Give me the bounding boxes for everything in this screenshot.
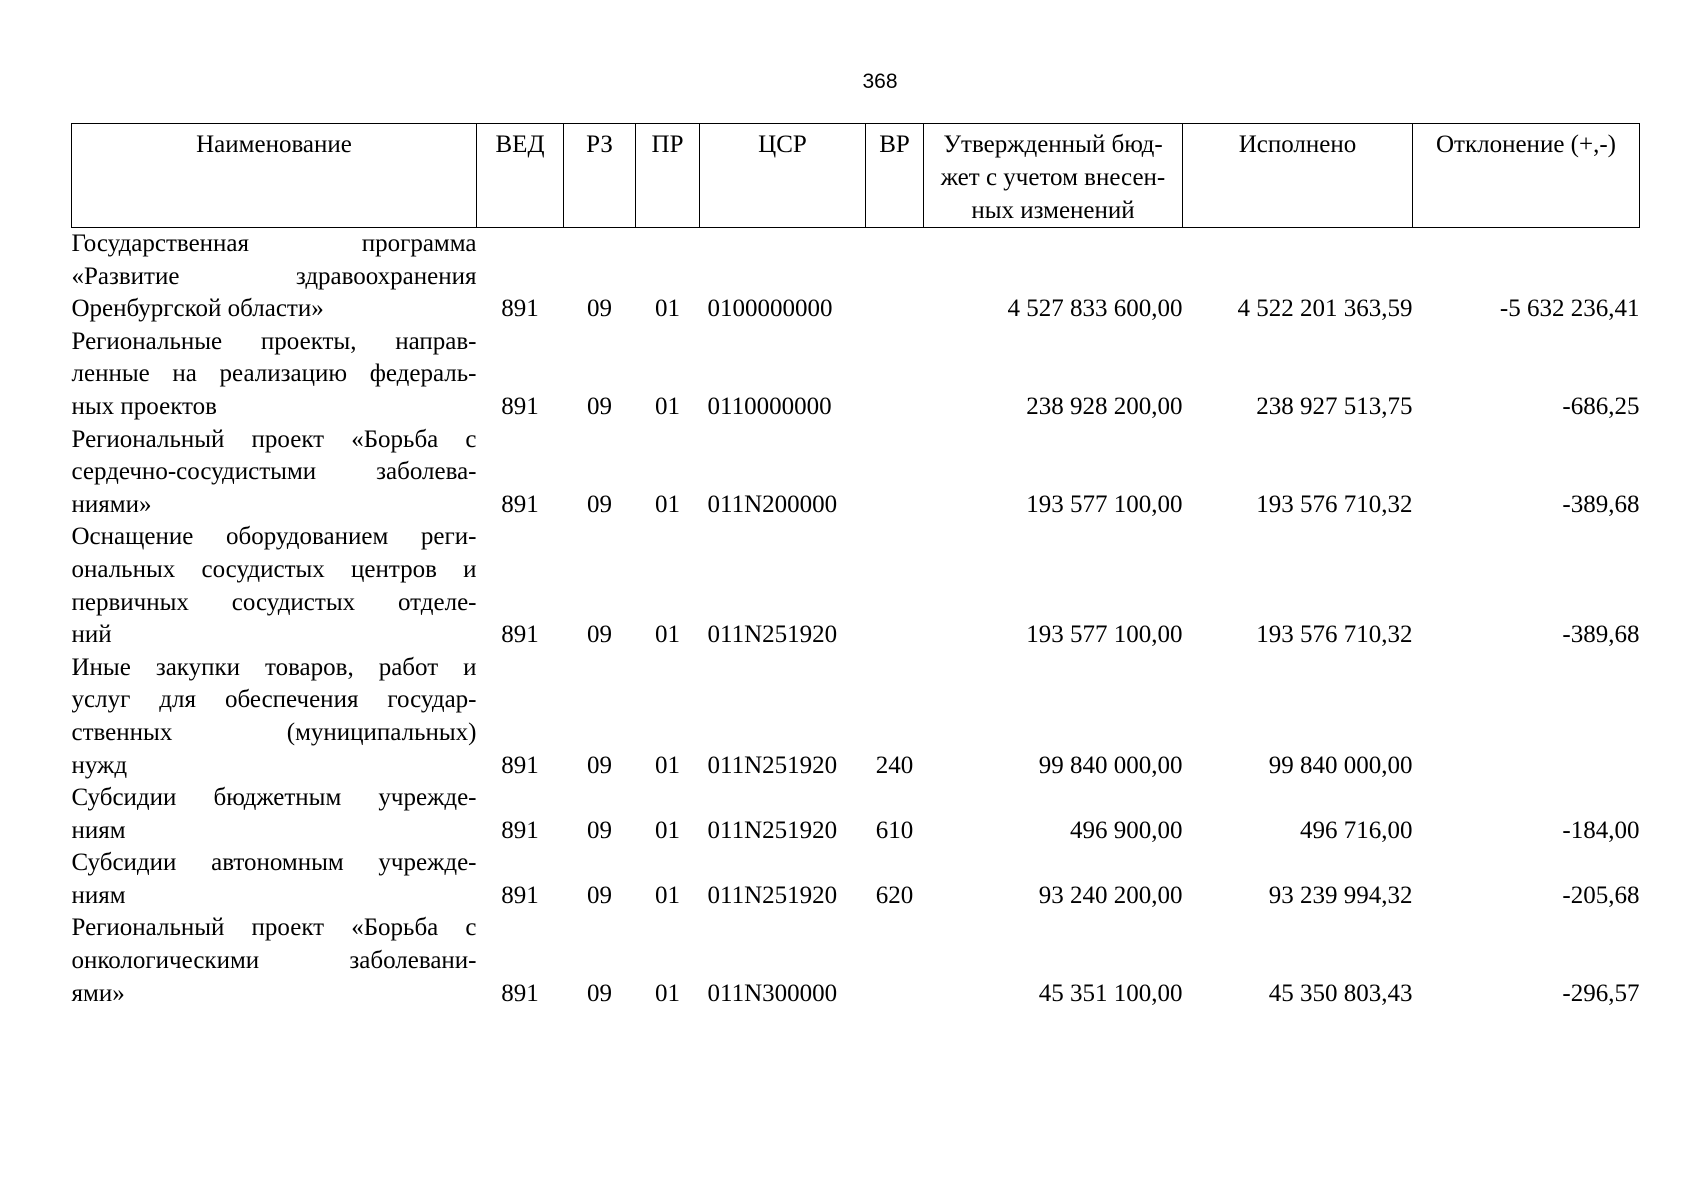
name-line: Региональные проекты, направ- bbox=[71, 327, 477, 355]
cell-ved: 891 bbox=[501, 490, 539, 518]
cell-budget: 193 577 100,00 bbox=[1026, 490, 1183, 518]
name-line: ями» bbox=[71, 979, 125, 1007]
cell-vr: 610 bbox=[875, 816, 914, 844]
cell-pr: 01 bbox=[655, 979, 680, 1007]
table-row bbox=[72, 521, 1640, 651]
name-line: Оренбургской области» bbox=[71, 295, 324, 323]
header-budget: Утвержденный бюд-жет с учетом внесен-ных изменений bbox=[924, 124, 1183, 228]
cell-deviation: -5 632 236,41 bbox=[1499, 295, 1640, 323]
cell-vr bbox=[866, 326, 924, 424]
table-body bbox=[72, 228, 1640, 1011]
name-line: Иные закупки товаров, работ и bbox=[71, 653, 477, 681]
cell-rz: 09 bbox=[587, 881, 612, 909]
cell-budget: 99 840 000,00 bbox=[1038, 751, 1183, 779]
cell-ved: 891 bbox=[501, 881, 539, 909]
name-line: Субсидии бюджетным учрежде- bbox=[71, 784, 477, 812]
cell-executed: 193 576 710,32 bbox=[1256, 490, 1413, 518]
cell-budget: 496 900,00 bbox=[1070, 816, 1183, 844]
cell-pr: 01 bbox=[655, 490, 680, 518]
name-line: Государственная программа bbox=[71, 230, 477, 257]
name-line: ональных сосудистых центров и bbox=[71, 555, 477, 583]
cell-rz: 09 bbox=[587, 295, 612, 323]
header-vr: ВР bbox=[866, 124, 924, 228]
name-line: «Развитие здравоохранения bbox=[71, 262, 477, 290]
header-pr: ПР bbox=[636, 124, 700, 228]
cell-vr bbox=[866, 424, 924, 522]
cell-deviation: -686,25 bbox=[1562, 392, 1640, 420]
cell-rz: 09 bbox=[587, 816, 612, 844]
cell-vr: 620 bbox=[875, 881, 914, 909]
cell-name bbox=[72, 326, 477, 424]
cell-rz: 09 bbox=[587, 490, 612, 518]
header-executed: Исполнено bbox=[1183, 124, 1413, 228]
cell-deviation: -389,68 bbox=[1562, 490, 1640, 518]
name-line: Региональный проект «Борьба с bbox=[71, 425, 477, 453]
table-row bbox=[72, 652, 1640, 782]
cell-ved: 891 bbox=[501, 751, 539, 779]
name-line: ниями» bbox=[71, 490, 152, 518]
header-csr: ЦСР bbox=[700, 124, 866, 228]
cell-executed: 93 239 994,32 bbox=[1268, 881, 1413, 909]
cell-vr bbox=[866, 521, 924, 651]
cell-rz: 09 bbox=[587, 392, 612, 420]
cell-pr: 01 bbox=[655, 621, 680, 649]
cell-executed: 99 840 000,00 bbox=[1268, 751, 1413, 779]
cell-csr: 011N300000 bbox=[707, 979, 838, 1007]
cell-executed: 496 716,00 bbox=[1300, 816, 1413, 844]
cell-ved: 891 bbox=[501, 979, 539, 1007]
table-row bbox=[72, 912, 1640, 1010]
cell-ved: 891 bbox=[501, 392, 539, 420]
cell-executed: 238 927 513,75 bbox=[1256, 392, 1413, 420]
page-number: 368 bbox=[862, 70, 898, 93]
name-line: ниям bbox=[71, 881, 126, 909]
cell-budget: 238 928 200,00 bbox=[1026, 392, 1183, 420]
cell-budget: 193 577 100,00 bbox=[1026, 621, 1183, 649]
table-row bbox=[72, 326, 1640, 424]
name-line: ственных (муниципальных) bbox=[71, 718, 477, 746]
name-line: ний bbox=[71, 621, 112, 649]
budget-table bbox=[71, 123, 1640, 1010]
cell-executed: 45 350 803,43 bbox=[1268, 979, 1413, 1007]
cell-csr: 0100000000 bbox=[707, 295, 833, 323]
header-deviation: Отклонение (+,-) bbox=[1413, 124, 1640, 228]
cell-executed: 193 576 710,32 bbox=[1256, 621, 1413, 649]
cell-budget: 93 240 200,00 bbox=[1038, 881, 1183, 909]
name-line: Оснащение оборудованием реги- bbox=[71, 523, 477, 551]
header-ved: ВЕД bbox=[477, 124, 564, 228]
cell-csr: 0110000000 bbox=[707, 392, 832, 420]
cell-name bbox=[72, 424, 477, 522]
cell-pr: 01 bbox=[655, 816, 680, 844]
cell-vr: 240 bbox=[875, 751, 914, 779]
cell-ved: 891 bbox=[501, 816, 539, 844]
name-line: ниям bbox=[71, 816, 126, 844]
cell-rz: 09 bbox=[587, 979, 612, 1007]
cell-name bbox=[72, 521, 477, 651]
cell-csr: 011N251920 bbox=[707, 751, 838, 779]
cell-budget: 45 351 100,00 bbox=[1038, 979, 1183, 1007]
cell-csr: 011N251920 bbox=[707, 816, 838, 844]
table-header bbox=[72, 124, 1640, 228]
table-row bbox=[72, 424, 1640, 522]
name-line: услуг для обеспечения государ- bbox=[71, 686, 477, 714]
cell-ved: 891 bbox=[501, 621, 539, 649]
name-line: Субсидии автономным учрежде- bbox=[71, 849, 477, 877]
cell-name bbox=[72, 912, 477, 1010]
cell-csr: 011N251920 bbox=[707, 621, 838, 649]
cell-deviation: -296,57 bbox=[1562, 979, 1640, 1007]
cell-vr bbox=[866, 228, 924, 326]
name-line: нужд bbox=[71, 751, 128, 779]
cell-pr: 01 bbox=[655, 881, 680, 909]
name-line: первичных сосудистых отделе- bbox=[71, 588, 477, 616]
table-row bbox=[72, 782, 1640, 847]
table-row bbox=[72, 228, 1640, 326]
cell-rz: 09 bbox=[587, 751, 612, 779]
cell-vr bbox=[866, 912, 924, 1010]
cell-name bbox=[72, 847, 477, 912]
cell-executed: 4 522 201 363,59 bbox=[1237, 295, 1413, 323]
cell-pr: 01 bbox=[655, 295, 680, 323]
header-rz: РЗ bbox=[564, 124, 636, 228]
cell-rz: 09 bbox=[587, 621, 612, 649]
cell-budget: 4 527 833 600,00 bbox=[1007, 295, 1183, 323]
cell-csr: 011N200000 bbox=[707, 490, 838, 518]
name-line: ных проектов bbox=[71, 392, 217, 420]
cell-pr: 01 bbox=[655, 392, 680, 420]
cell-name bbox=[72, 652, 477, 782]
cell-deviation: -389,68 bbox=[1562, 621, 1640, 649]
cell-csr: 011N251920 bbox=[707, 881, 838, 909]
table-row bbox=[72, 847, 1640, 912]
cell-name bbox=[72, 782, 477, 847]
cell-name bbox=[72, 228, 477, 326]
cell-deviation: -205,68 bbox=[1562, 881, 1640, 909]
name-line: ленные на реализацию федераль- bbox=[71, 360, 477, 388]
name-line: онкологическими заболевани- bbox=[71, 947, 477, 975]
cell-pr: 01 bbox=[655, 751, 680, 779]
cell-deviation: -184,00 bbox=[1562, 816, 1640, 844]
name-line: сердечно-сосудистыми заболева- bbox=[71, 458, 477, 486]
cell-ved: 891 bbox=[501, 295, 539, 323]
name-line: Региональный проект «Борьба с bbox=[71, 914, 477, 942]
header-name: Наименование bbox=[72, 124, 477, 228]
cell-deviation bbox=[1413, 652, 1640, 782]
